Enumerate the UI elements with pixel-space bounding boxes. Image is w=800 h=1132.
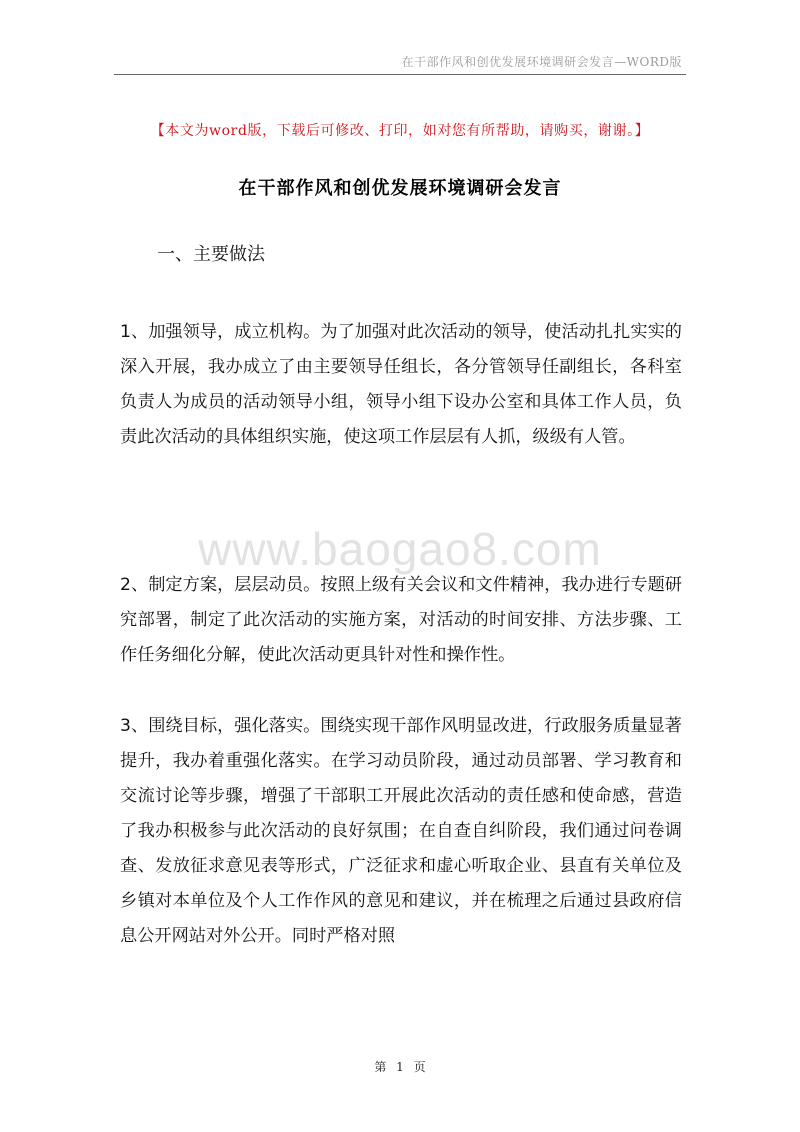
page-suffix: 页 <box>413 1060 426 1074</box>
document-title: 在干部作风和创优发展环境调研会发言 <box>238 178 562 199</box>
page-footer <box>0 1058 800 1075</box>
header-divider <box>114 74 686 75</box>
page-prefix: 第 <box>374 1060 387 1074</box>
page-number: 1 <box>396 1060 404 1074</box>
site-watermark: www.baogao8.com <box>198 523 602 575</box>
running-header: 在干部作风和创优发展环境调研会发言—WORD版 <box>401 55 682 69</box>
download-notice: 【本文为word版，下载后可修改、打印，如对您有所帮助，请购买，谢谢。】 <box>150 123 650 139</box>
paragraph-2: 2、制定方案，层层动员。按照上级有关会议和文件精神，我办进行专题研究部署，制定了此次活动的实施方案，对活动的时间安排、方法步骤、工作任务细化分解，使此次活动更具针对性和操作性。 <box>120 575 682 665</box>
paragraph-1: 1、加强领导，成立机构。为了加强对此次活动的领导，使活动扎扎实实的深入开展，我办成立了由主要领导任组长，各分管领导任副组长，各科室负责人为成员的活动领导小组，领导小组下设办公室和具体工作人员，负责此次活动的具体组织实施，使这项工作层层有人抓，级级有人管。 <box>120 322 682 447</box>
paragraph-3: 3、围绕目标，强化落实。围绕实现干部作风明显改进，行政服务质量显著提升，我办着重强化落实。在学习动员阶段，通过动员部署、学习教育和交流讨论等步骤，增强了干部职工开展此次活动的责任感和使命感，营造了我办积极参与此次活动的良好氛围；在自查自纠阶段，我们通过问卷调查、发放征求意见表等形式，广泛征求和虚心听取企业、县直有关单位及乡镇对本单位及个人工作作风的意见和建议，并在梳理之后通过县政府信息公开网站对外公开。同时严格对照 <box>120 716 682 946</box>
section-heading: 一、主要做法 <box>157 244 265 265</box>
